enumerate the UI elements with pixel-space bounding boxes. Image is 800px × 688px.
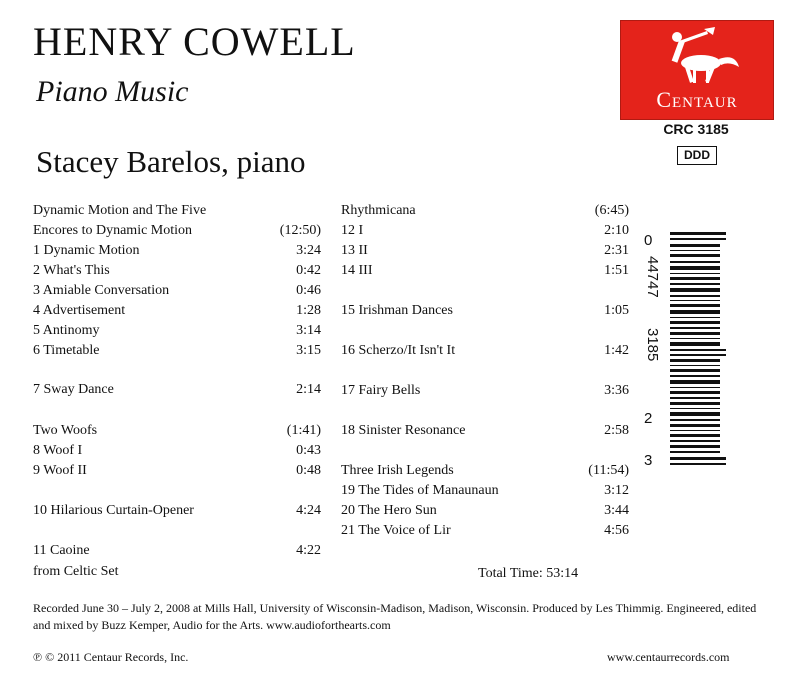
track-title: 10 Hilarious Curtain-Opener [33,503,194,518]
track-title: 18 Sinister Resonance [341,423,466,438]
track-time: 3:15 [296,343,321,358]
barcode-digit: 3185 [644,328,661,362]
composer-title: HENRY COWELL [33,19,356,64]
track-title: 7 Sway Dance [33,382,114,397]
track-time: 4:24 [296,503,321,518]
total-time: Total Time: 53:14 [478,566,579,581]
track-time: 2:58 [604,423,629,438]
tracklist-left [33,203,323,583]
track-time: 0:42 [296,263,321,278]
recording-code-badge: DDD [677,146,717,165]
track-time: 3:14 [296,323,321,338]
track-title: 8 Woof I [33,443,83,458]
track-title: Two Woofs [33,423,98,438]
track-title: Dynamic Motion and The Five [33,203,207,218]
track-time: 3:12 [604,483,629,498]
track-time: (11:54) [588,463,629,478]
track-time: 3:24 [296,243,321,258]
track-time: 1:42 [604,343,629,358]
barcode-digit: 2 [644,410,653,427]
recording-credits: Recorded June 30 – July 2, 2008 at Mills Hall, University of Wisconsin-Madison, Madison, Wisconsin. Produced by Les Thimmig. Engineered, edited and mixed by Buzz Kemper, Audio for the Arts. www.audioforthearts.com [33,601,757,632]
track-time: 0:46 [296,283,321,298]
centaur-figure-icon [649,27,745,85]
track-time: (12:50) [279,223,321,238]
track-title: Three Irish Legends [341,463,454,478]
copyright-notice: ℗ © 2011 Centaur Records, Inc. [33,650,189,664]
track-title: 16 Scherzo/It Isn't It [341,343,456,358]
track-title: 13 II [341,243,368,258]
track-title: 1 Dynamic Motion [33,243,140,258]
track-time: 0:48 [296,463,321,478]
centaur-logo [620,20,774,120]
barcode-digit: 44747 [644,256,661,298]
album-subtitle: Piano Music [36,75,189,108]
track-time: 0:43 [296,443,321,458]
track-time: 1:28 [296,303,321,318]
track-subtitle: from Celtic Set [33,564,119,579]
track-title: Encores to Dynamic Motion [33,223,193,238]
track-time: (1:41) [286,423,321,438]
track-title: 21 The Voice of Lir [341,523,451,538]
track-title: 17 Fairy Bells [341,383,421,398]
barcode-digits [640,232,668,472]
track-title: 19 The Tides of Manaunaun [341,483,499,498]
track-title: 4 Advertisement [33,303,126,318]
track-title: 20 The Hero Sun [341,503,437,518]
track-title: 14 III [341,263,373,278]
track-title: 11 Caoine [33,543,90,558]
track-title: 3 Amiable Conversation [33,283,170,298]
track-time: 4:22 [296,543,321,558]
track-time: 2:10 [604,223,629,238]
label-website: www.centaurrecords.com [607,650,730,664]
label-name: Centaur [656,87,738,112]
performer-credit: Stacey Barelos, piano [36,144,306,179]
track-time: 2:14 [296,382,321,397]
catalog-number: CRC 3185 [663,121,729,137]
track-time: 2:31 [604,243,629,258]
track-title: 12 I [341,223,364,238]
track-title: 9 Woof II [33,463,87,478]
track-title: Rhythmicana [341,203,416,218]
barcode-digit: 0 [644,232,653,249]
barcode-digit: 3 [644,452,653,469]
tracklist-right [341,203,631,543]
track-time: 3:36 [604,383,629,398]
barcode [670,232,730,472]
track-title: 15 Irishman Dances [341,303,453,318]
track-time: 1:51 [604,263,629,278]
track-time: (6:45) [594,203,629,218]
track-title: 2 What's This [33,263,110,278]
track-time: 3:44 [604,503,629,518]
track-title: 5 Antinomy [33,323,100,338]
track-time: 4:56 [604,523,629,538]
track-title: 6 Timetable [33,343,100,358]
track-time: 1:05 [604,303,629,318]
